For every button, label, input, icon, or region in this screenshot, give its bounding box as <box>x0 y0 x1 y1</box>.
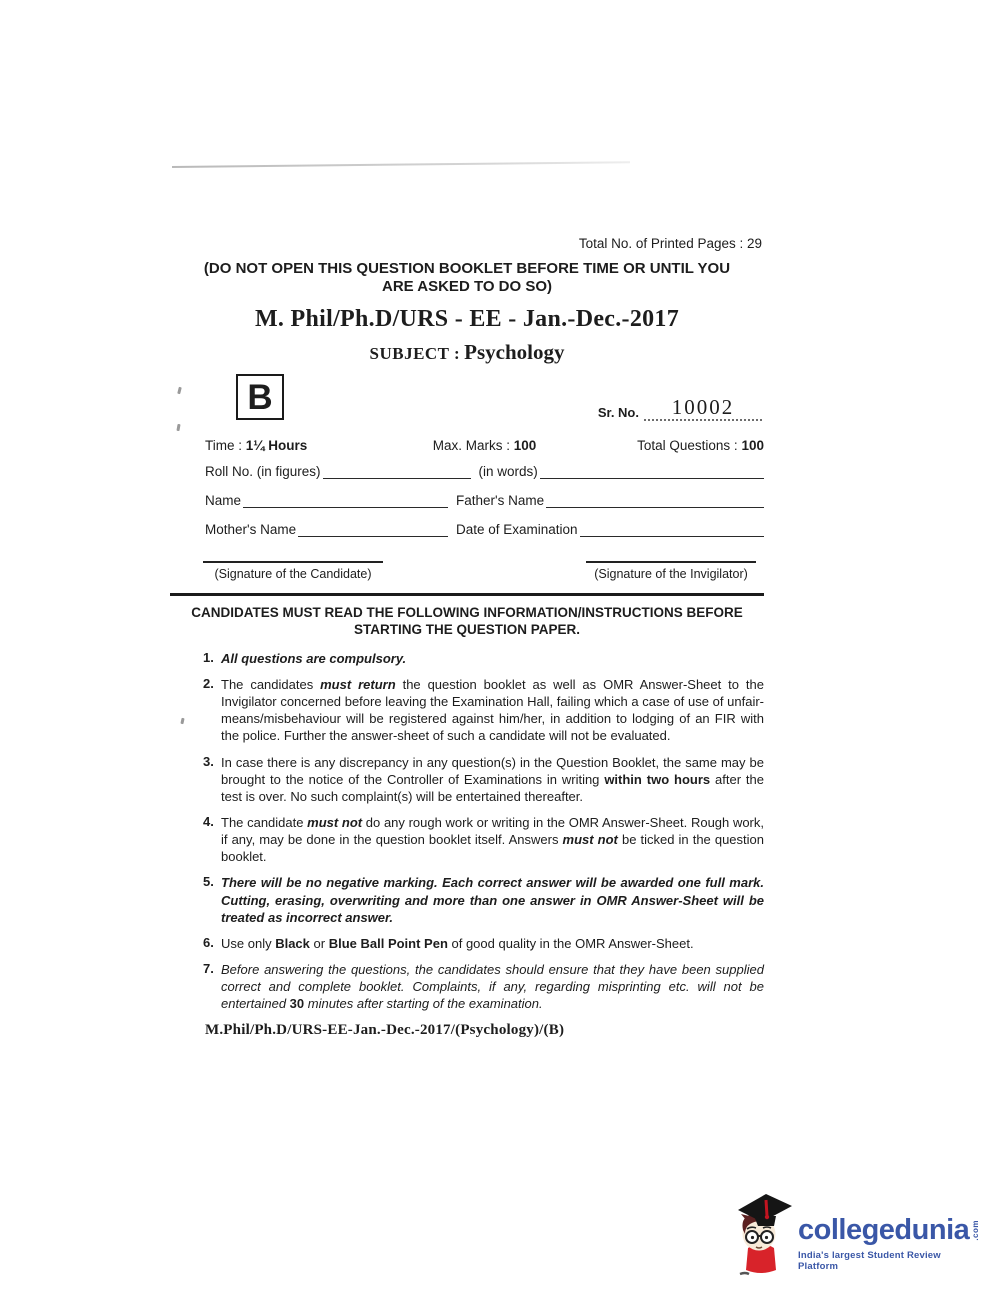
printed-pages-count: Total No. of Printed Pages : 29 <box>578 236 762 251</box>
name-field <box>243 493 448 508</box>
invigilator-signature-label: (Signature of the Invigilator) <box>594 567 748 581</box>
total-questions <box>578 438 764 453</box>
instruction-number: 1. <box>203 649 214 665</box>
mother-name-label: Mother's Name <box>205 522 297 537</box>
instruction-number: 6. <box>203 934 214 950</box>
serial-number-value: 10002 <box>671 395 735 419</box>
mother-name-field <box>298 522 448 537</box>
booklet-code-row <box>170 372 764 430</box>
exam-meta-row <box>170 438 764 453</box>
do-not-open-warning <box>170 260 764 296</box>
warning-line-2: ARE ASKED TO DO SO) <box>381 278 553 295</box>
booklet-code-box: B <box>236 374 284 420</box>
subject-name: Psychology <box>464 340 565 364</box>
instruction-text: There will be no negative marking. Each correct answer will be awarded one full mark. Cutting, erasing, overwriting and more than one answer in OMR Answer-Sheet will be treated as incorrect answer. <box>221 875 764 925</box>
instruction-number: 5. <box>203 874 214 890</box>
roll-figures-field <box>323 464 471 479</box>
paper-code: M.Phil/Ph.D/URS-EE-Jan.-Dec.-2017/(Psychology)/(B) <box>205 1021 565 1038</box>
total-questions-label: Total Questions : <box>637 438 738 453</box>
invigilator-signature-block <box>586 561 756 581</box>
roll-words-field <box>540 464 764 479</box>
roll-words-label: (in words) <box>478 464 538 479</box>
warning-line-1: (DO NOT OPEN THIS QUESTION BOOKLET BEFORE TIME OR UNTIL YOU <box>203 260 731 277</box>
instruction-item <box>203 814 764 865</box>
exam-date-label: Date of Examination <box>456 522 578 537</box>
brand-name: collegedunia <box>798 1213 970 1246</box>
roll-number-row <box>170 464 764 479</box>
subject-line <box>170 340 764 365</box>
instruction-item <box>203 650 764 667</box>
father-name-label: Father's Name <box>456 493 545 508</box>
subject-label: SUBJECT : <box>369 344 461 363</box>
signature-row <box>170 561 764 581</box>
serial-number-label: Sr. No. <box>597 405 639 420</box>
instructions-heading-line-2: STARTING THE QUESTION PAPER. <box>353 621 580 637</box>
collegedunia-logo-text <box>798 1200 982 1272</box>
time-value: 1¼ Hours <box>245 438 308 453</box>
instruction-text: Before answering the questions, the candidates should ensure that they have been supplied correct and complete booklet. Complaints, if any, regarding misprinting etc. will not be entertained 30 minutes after starting of the examination. <box>221 962 764 1012</box>
instruction-text: The candidates must return the question booklet as well as OMR Answer-Sheet to the Invigilator concerned before leaving the Examination Hall, failing which a case of use of unfair-means/misbehaviour will be registered against him/her, in addition to lodging of an FIR with the police. Further the answer-sheet of such a candidate will not be evaluated. <box>221 676 765 744</box>
candidate-signature-block <box>203 561 383 581</box>
instruction-text: Use only Black or Blue Ball Point Pen of good quality in the OMR Answer-Sheet. <box>221 935 694 951</box>
question-paper-cover <box>170 236 764 1039</box>
candidate-signature-line <box>203 561 383 563</box>
instruction-number: 2. <box>203 675 214 691</box>
section-divider <box>170 593 764 596</box>
name-label: Name <box>205 493 242 508</box>
brand-tagline: India's largest Student Review Platform <box>798 1249 941 1272</box>
instruction-item <box>203 676 764 745</box>
instruction-item <box>203 935 764 952</box>
mother-date-row <box>170 522 764 537</box>
roll-figures-label: Roll No. (in figures) <box>205 464 321 479</box>
serial-number-field <box>644 394 762 421</box>
instructions-heading <box>170 605 764 639</box>
instructions-list <box>170 650 764 1013</box>
exam-title: M. Phil/Ph.D/URS - EE - Jan.-Dec.-2017 <box>254 306 680 332</box>
instruction-item <box>203 754 764 805</box>
instructions-heading-line-1: CANDIDATES MUST READ THE FOLLOWING INFORMATION/INSTRUCTIONS BEFORE <box>191 605 743 620</box>
instruction-item <box>203 961 764 1012</box>
instruction-text: The candidate must not do any rough work or writing in the OMR Answer-Sheet. Rough work, if any, may be done in the question booklet itself. Answers must not be ticked in the question booklet. <box>221 815 765 865</box>
time-allowed <box>205 438 391 453</box>
serial-number-block <box>598 394 762 421</box>
candidate-signature-label: (Signature of the Candidate) <box>214 567 372 581</box>
scan-artifact-line <box>172 161 630 168</box>
instruction-number: 3. <box>203 753 214 769</box>
exam-date-field <box>580 522 764 537</box>
instruction-text: In case there is any discrepancy in any question(s) in the Question Booklet, the same may be brought to the notice of the Controller of Examinations in writing within two hours after the test is over. No such complaint(s) will be entertained thereafter. <box>221 754 765 804</box>
max-marks <box>391 438 577 453</box>
max-marks-value: 100 <box>513 438 537 453</box>
father-name-field <box>546 493 764 508</box>
invigilator-signature-line <box>586 561 756 563</box>
collegedunia-watermark <box>726 1188 982 1283</box>
instruction-text: All questions are compulsory. <box>221 650 407 666</box>
instruction-number: 7. <box>203 961 214 977</box>
instruction-item <box>203 874 764 925</box>
brand-suffix: .com <box>971 1219 981 1241</box>
time-label: Time : <box>205 438 242 453</box>
instruction-number: 4. <box>203 814 214 829</box>
collegedunia-mascot-icon <box>726 1190 796 1282</box>
max-marks-label: Max. Marks : <box>432 438 510 453</box>
name-row <box>170 493 764 508</box>
total-questions-value: 100 <box>741 438 764 453</box>
